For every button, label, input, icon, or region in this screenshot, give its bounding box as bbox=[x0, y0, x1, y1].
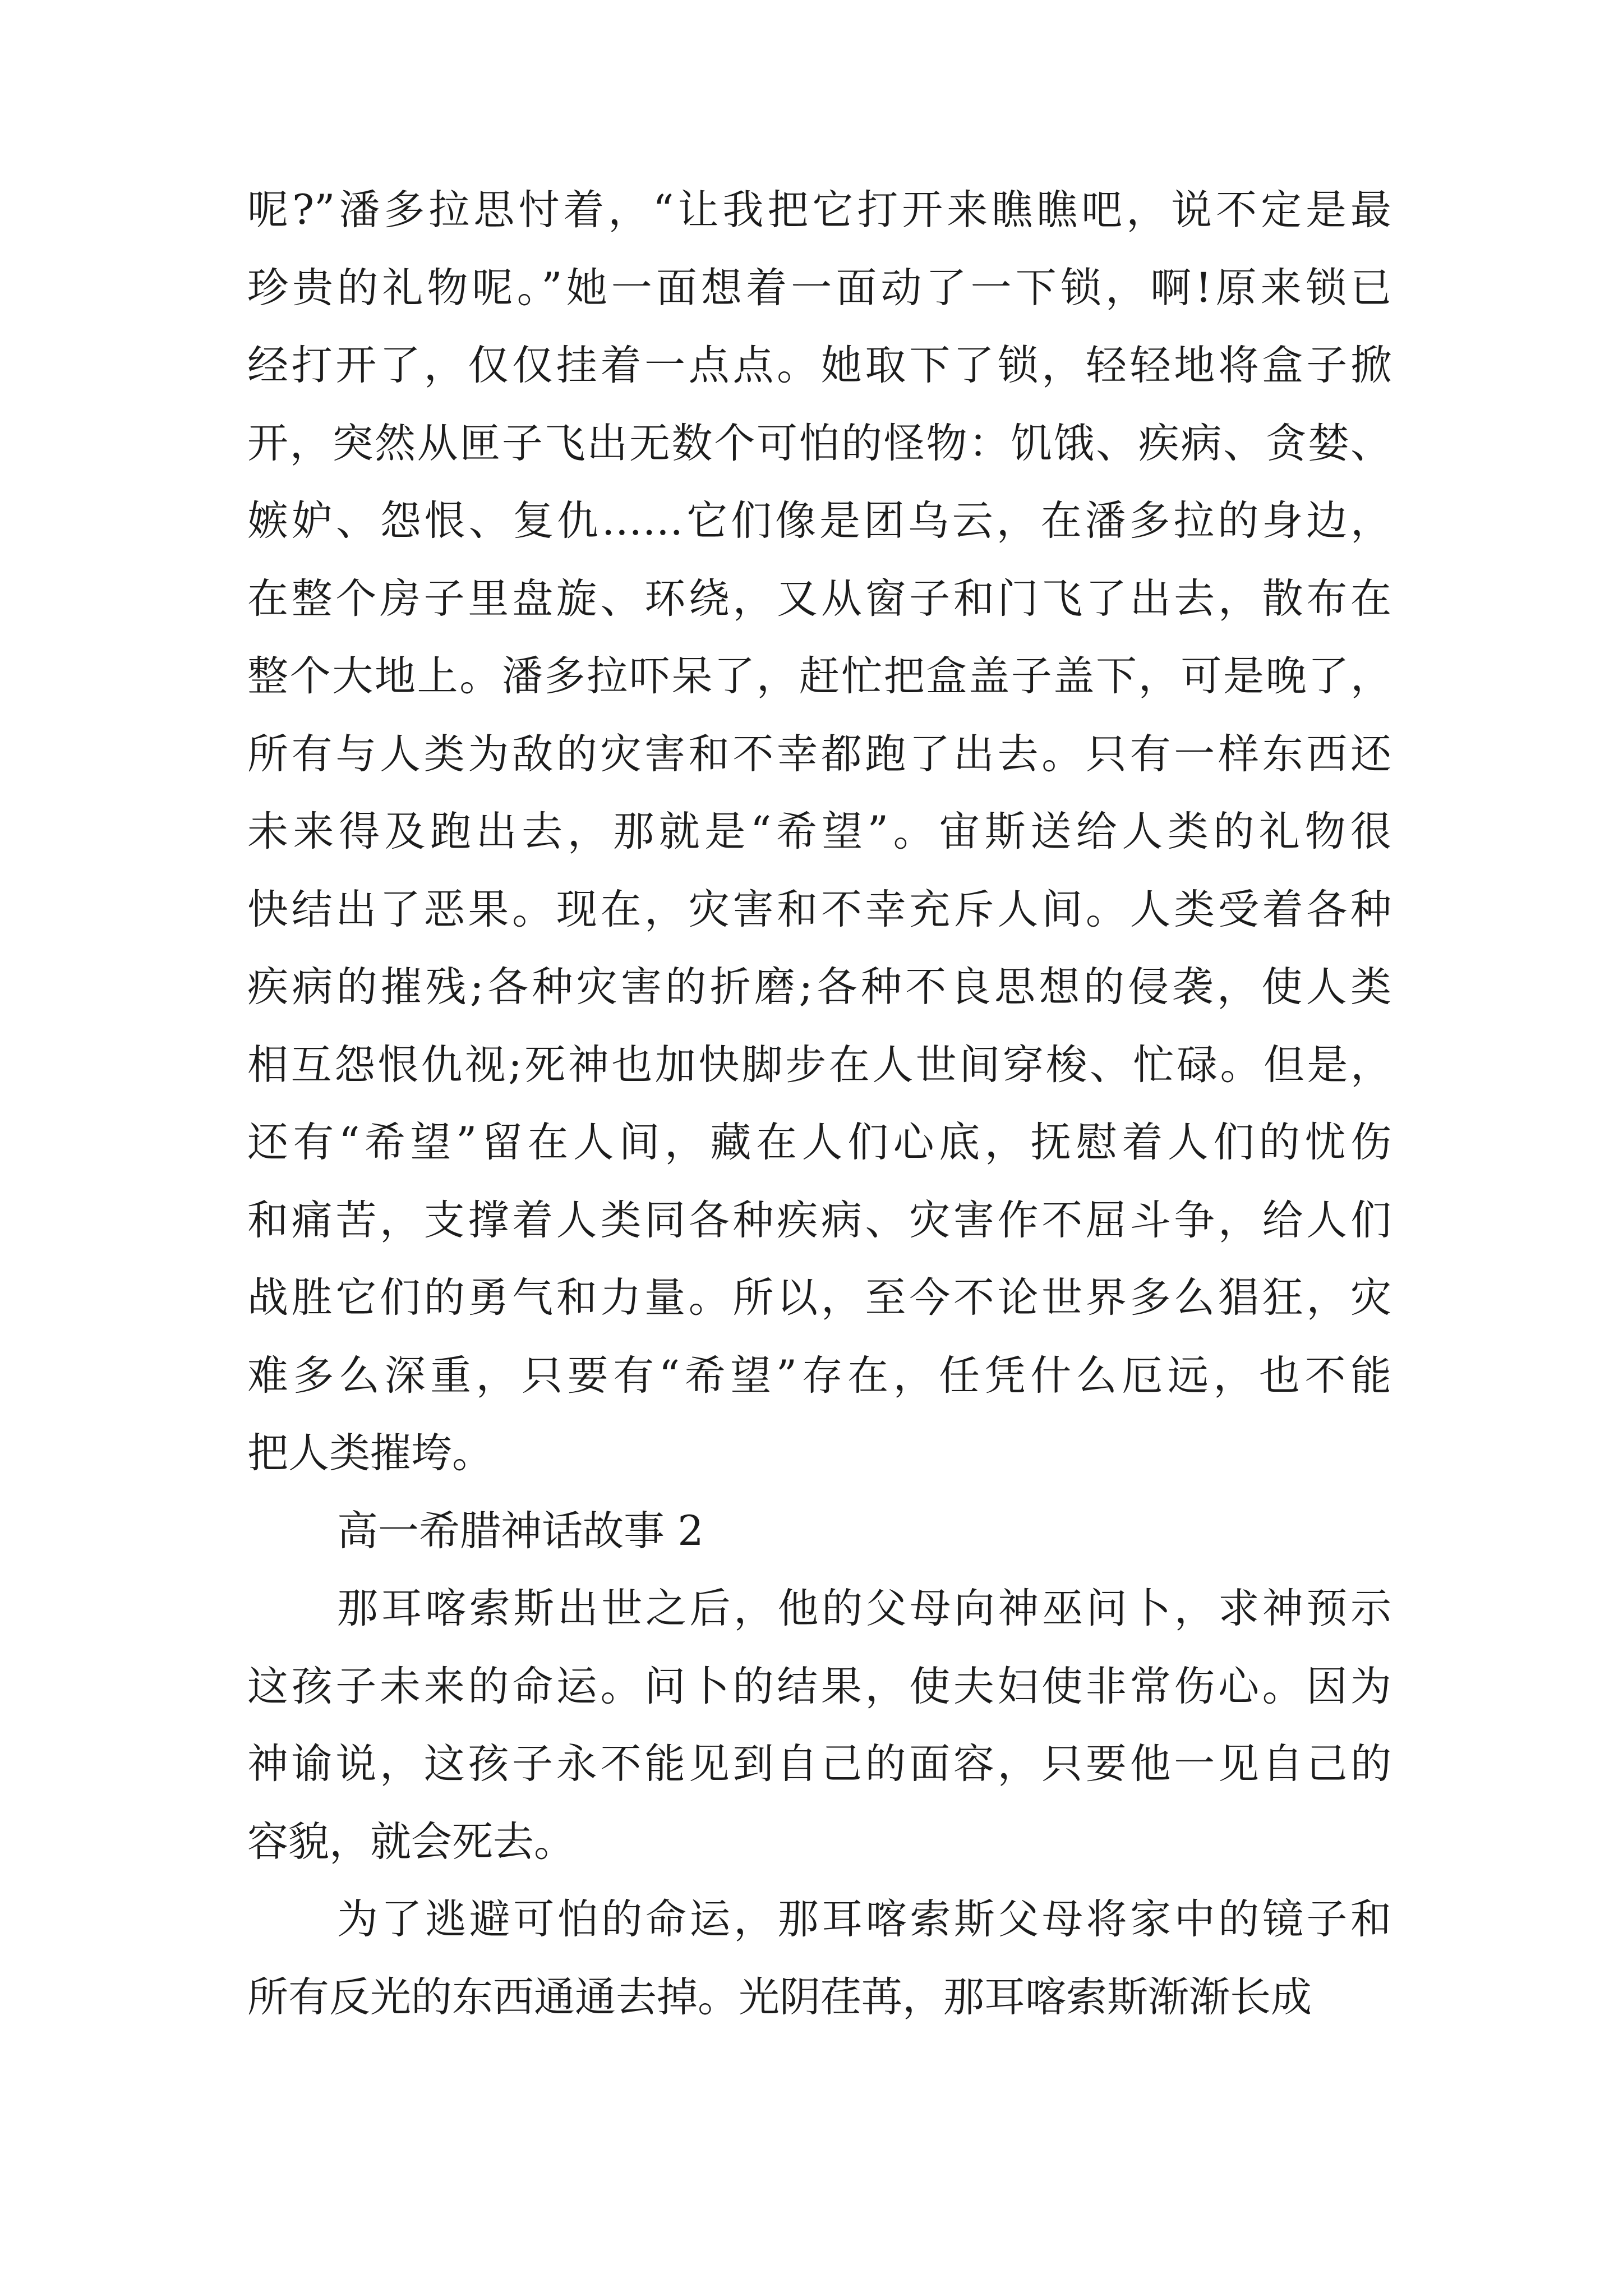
text-line: 呢?”潘多拉思忖着，“让我把它打开来瞧瞧吧，说不定是最 bbox=[247, 186, 1391, 234]
text-line: 经打开了，仅仅挂着一点点。她取下了锁，轻轻地将盒子掀 bbox=[247, 342, 1391, 389]
text-line: 难多么深重，只要有“希望”存在，任凭什么厄远，也不能 bbox=[247, 1351, 1391, 1400]
text-line: 把人类摧垮。 bbox=[247, 1429, 493, 1477]
text-line: 容貌，就会死去。 bbox=[247, 1818, 575, 1866]
text-line: 神谕说，这孩子永不能见到自己的面容，只要他一见自己的 bbox=[247, 1740, 1391, 1788]
text-line: 在整个房子里盘旋、环绕，又从窗子和门飞了出去，散布在 bbox=[247, 574, 1391, 623]
text-line: 为了逃避可怕的命运，那耳喀索斯父母将家中的镜子和 bbox=[337, 1895, 1391, 1943]
text-line: 疾病的摧残;各种灾害的折磨;各种不良思想的侵袭，使人类 bbox=[247, 963, 1391, 1011]
text-line: 这孩子未来的命运。问卜的结果，使夫妇使非常伤心。因为 bbox=[247, 1662, 1391, 1710]
text-line: 战胜它们的勇气和力量。所以，至今不论世界多么猖狂，灾 bbox=[247, 1274, 1391, 1322]
text-line: 珍贵的礼物呢。”她一面想着一面动了一下锁，啊!原来锁已 bbox=[247, 264, 1391, 312]
text-line: 未来得及跑出去，那就是“希望”。宙斯送给人类的礼物很 bbox=[247, 808, 1391, 855]
text-line: 相互怨恨仇视;死神也加快脚步在人世间穿梭、忙碌。但是， bbox=[247, 1041, 1391, 1089]
text-line: 开，突然从匣子飞出无数个可怕的怪物：饥饿、疾病、贪婪、 bbox=[247, 419, 1391, 467]
text-line: 嫉妒、怨恨、复仇……它们像是团乌云，在潘多拉的身边， bbox=[247, 497, 1391, 545]
text-line: 所有反光的东西通通去掉。光阴荏苒，那耳喀索斯渐渐长成 bbox=[247, 1973, 1312, 2021]
text-line: 整个大地上。潘多拉吓呆了，赶忙把盒盖子盖下，可是晚了， bbox=[247, 652, 1391, 700]
text-line: 还有“希望”留在人间，藏在人们心底，抚慰着人们的忧伤 bbox=[247, 1119, 1391, 1166]
text-line: 那耳喀索斯出世之后，他的父母向神巫问卜，求神预示 bbox=[337, 1585, 1391, 1632]
section-heading: 高一希腊神话故事 2 bbox=[337, 1507, 704, 1555]
text-line: 所有与人类为敌的灾害和不幸都跑了出去。只有一样东西还 bbox=[247, 730, 1391, 778]
text-line: 快结出了恶果。现在，灾害和不幸充斥人间。人类受着各种 bbox=[247, 885, 1391, 933]
text-line: 和痛苦，支撑着人类同各种疾病、灾害作不屈斗争，给人们 bbox=[247, 1196, 1391, 1244]
